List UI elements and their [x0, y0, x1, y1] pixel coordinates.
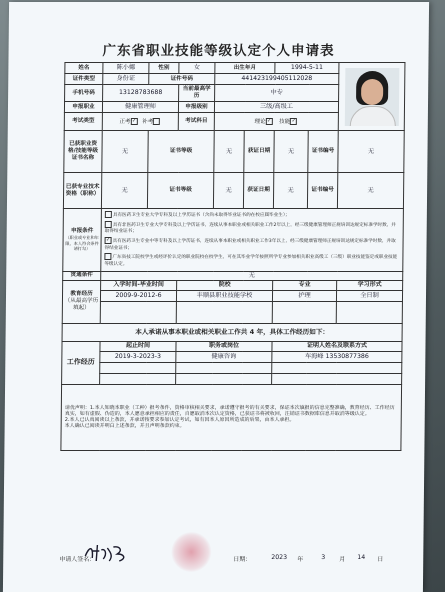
edu-header-major: 专业 [273, 280, 337, 290]
conditions-note: （职业或专业和年限，本人符合条件请打勾） [65, 235, 99, 251]
cert-no-label: 证书编号 [308, 131, 338, 173]
declaration-paragraph: 本人确认已阅读并明白上述条款，并且声明条款约束。 [64, 423, 185, 430]
gender-value: 女 [179, 63, 215, 74]
applicant-photo [344, 68, 399, 126]
condition-checkbox[interactable]: ✓ [105, 236, 111, 243]
form-title: 广东省职业技能等级认定个人申请表 [102, 43, 335, 59]
table-row-empty [62, 301, 402, 323]
date-month: 3 [321, 554, 326, 561]
title-no-value: 无 [337, 173, 403, 209]
education-sublabel: （从最高学历填起） [64, 298, 99, 312]
subject-theory-checkbox[interactable]: ✓ [267, 117, 272, 124]
name-value: 陈小娜 [103, 63, 149, 74]
date-day: 14 [357, 554, 366, 561]
education-label-cell [62, 280, 100, 323]
declaration-cell [61, 384, 402, 450]
cert-level-value: 无 [214, 131, 244, 173]
exam-makeup-checkbox[interactable] [153, 118, 160, 125]
application-form-table [60, 62, 405, 451]
title-level-value: 无 [213, 173, 243, 209]
title-date-value: 无 [273, 173, 307, 209]
cert-no-value: 无 [338, 131, 404, 173]
subject-theory-label: 理论 [254, 118, 266, 125]
gender-label: 性别 [149, 63, 179, 74]
condition-item: 具有医药卫生专业大学专科及以上学历证书（含尚未取得毕业证书的在校应届毕业生）； [105, 211, 400, 220]
birth-label: 出生年月 [215, 63, 275, 74]
photo-cell [338, 63, 405, 131]
exam-makeup-label: 补考 [142, 118, 154, 125]
title-cert-value: 无 [101, 173, 147, 209]
idtype-label: 证件类型 [65, 74, 103, 85]
exam-type-options [102, 113, 178, 131]
idno-value: 441423199405112028 [215, 74, 339, 85]
subject-skill-checkbox[interactable]: ✓ [291, 117, 296, 124]
conditions-list [102, 209, 402, 271]
level-value: 三级/高级工 [214, 102, 338, 113]
education-label: 教育经历 [70, 291, 93, 298]
edu-label: 当前最高学历 [179, 85, 215, 102]
title-cert-label: 已获专业技术资格（职称） [63, 173, 101, 209]
work-witness: 车海峰 13530877386 [272, 351, 402, 362]
condition-checkbox[interactable] [104, 253, 111, 260]
through-condition-value: 无 [101, 271, 403, 280]
work-post: 健康咨询 [176, 351, 272, 362]
cert-date-value: 无 [274, 131, 308, 173]
subject-options [214, 113, 338, 131]
declaration-paragraph: 请优声明：1.本人知晓本职业（工种）报考条件，资格审核相关要求，承诺遵守报考的有关要求，保证本次填报的信息完整准确，教育经历、工作经历真实，如有虚假、伪造的，本人愿意承担相应的责任，自愿取消本次认定资格，已获证书将被收回，注销证书数据库信息并取消等级认定。 [64, 404, 395, 417]
table-row [62, 290, 402, 301]
edu-header-mode: 学习形式 [337, 280, 403, 290]
date-day-unit: 日 [377, 556, 384, 563]
table-row-empty [62, 373, 402, 384]
phone-label: 手机号码 [65, 85, 103, 102]
table-row [62, 351, 402, 362]
title-no-label: 证书编号 [307, 173, 337, 209]
level-label: 申报级别 [178, 102, 214, 113]
work-header-time: 起止时间 [100, 341, 176, 351]
title-level-label: 证书等级 [147, 173, 213, 209]
cert-level-label: 证书等级 [148, 131, 214, 173]
date-year: 2023 [271, 554, 288, 561]
signature-label: 申请人签名： [59, 556, 96, 563]
cert-name-value: 无 [102, 131, 148, 173]
date-month-unit: 月 [339, 556, 346, 563]
birth-value: 1994-5-11 [275, 63, 339, 74]
declaration-paragraph: 2.本人已认真阅读以上条款，并承诺按要求参加认定考试，如有因本人原因所造成的后果，由本人承担。 [64, 417, 295, 424]
date-year-unit: 年 [297, 556, 304, 563]
signature-row [59, 554, 399, 563]
through-condition-label: 贯通条件 [63, 271, 101, 280]
title-date-label: 获证日期 [243, 173, 273, 209]
edu-time: 2009-9-2012-6 [100, 290, 176, 301]
phone-value: 13128783688 [103, 85, 179, 102]
application-form-paper [3, 2, 429, 592]
idtype-value: 身份证 [103, 74, 149, 85]
job-label: 申报职业 [64, 102, 102, 113]
fingerprint-stamp [171, 532, 211, 572]
condition-checkbox[interactable] [105, 221, 112, 228]
cert-name-label: 已获职业资格/技能等级证书名称 [64, 131, 102, 173]
edu-header-school: 院校 [177, 280, 273, 290]
name-label: 姓名 [65, 63, 103, 74]
subject-skill-label: 技能 [278, 118, 291, 125]
subject-label: 考试科目 [178, 113, 214, 131]
edu-school: 丰顺县职业技能学校 [176, 290, 272, 301]
work-time: 2019-3-2023-3 [100, 351, 176, 362]
condition-item: ✓ 具有医药卫生专业中等专科及以上学历证书，连续从事本职业或相关职业工作3年以上，经三级健康管理师正规培训达规定标准学时数，并取得结业证书； [104, 236, 396, 251]
exam-normal-checkbox[interactable]: ✓ [131, 117, 137, 124]
exam-type-label: 考试类型 [64, 113, 102, 131]
exam-normal-label: 正考 [119, 118, 131, 125]
cert-date-label: 获证日期 [244, 131, 274, 173]
date-label: 日期： [233, 556, 252, 563]
conditions-label-cell [63, 209, 102, 272]
condition-item: 广东省技工院校学生或经评价认定的职业院校在校学生，可在其毕业学年按照所学专业参加相关职业高级工（三级）职业技能鉴定或职业技能等级认定。 [104, 255, 398, 267]
condition-checkbox[interactable] [105, 211, 112, 218]
idno-label: 证件号码 [149, 74, 215, 85]
edu-mode: 全日制 [336, 290, 402, 301]
conditions-label: 申报条件 [70, 228, 94, 235]
edu-major: 护理 [272, 290, 336, 301]
job-value: 健康管理师 [102, 102, 178, 113]
edu-header-time: 入学时间-毕业时间 [101, 280, 177, 290]
work-header-witness: 证明人姓名及联系方式 [272, 341, 402, 351]
work-statement: 本人承诺从事本职业或相关职业工作共 4 年，具体工作经历如下： [62, 323, 402, 341]
edu-value: 中专 [215, 85, 339, 102]
table-row-empty [62, 362, 402, 373]
conditions-list-cell [101, 209, 404, 272]
work-label: 工作经历 [62, 341, 100, 384]
condition-item: 具有非医药卫生专业大学专科及以上学历证书，连续从事本职业或相关职业工作2年以上，经三级健康管理师正规培训达规定标准学时数，并取得结业证书； [104, 222, 396, 235]
work-header-post: 职务或岗位 [176, 341, 272, 351]
handwritten-signature [83, 542, 131, 564]
